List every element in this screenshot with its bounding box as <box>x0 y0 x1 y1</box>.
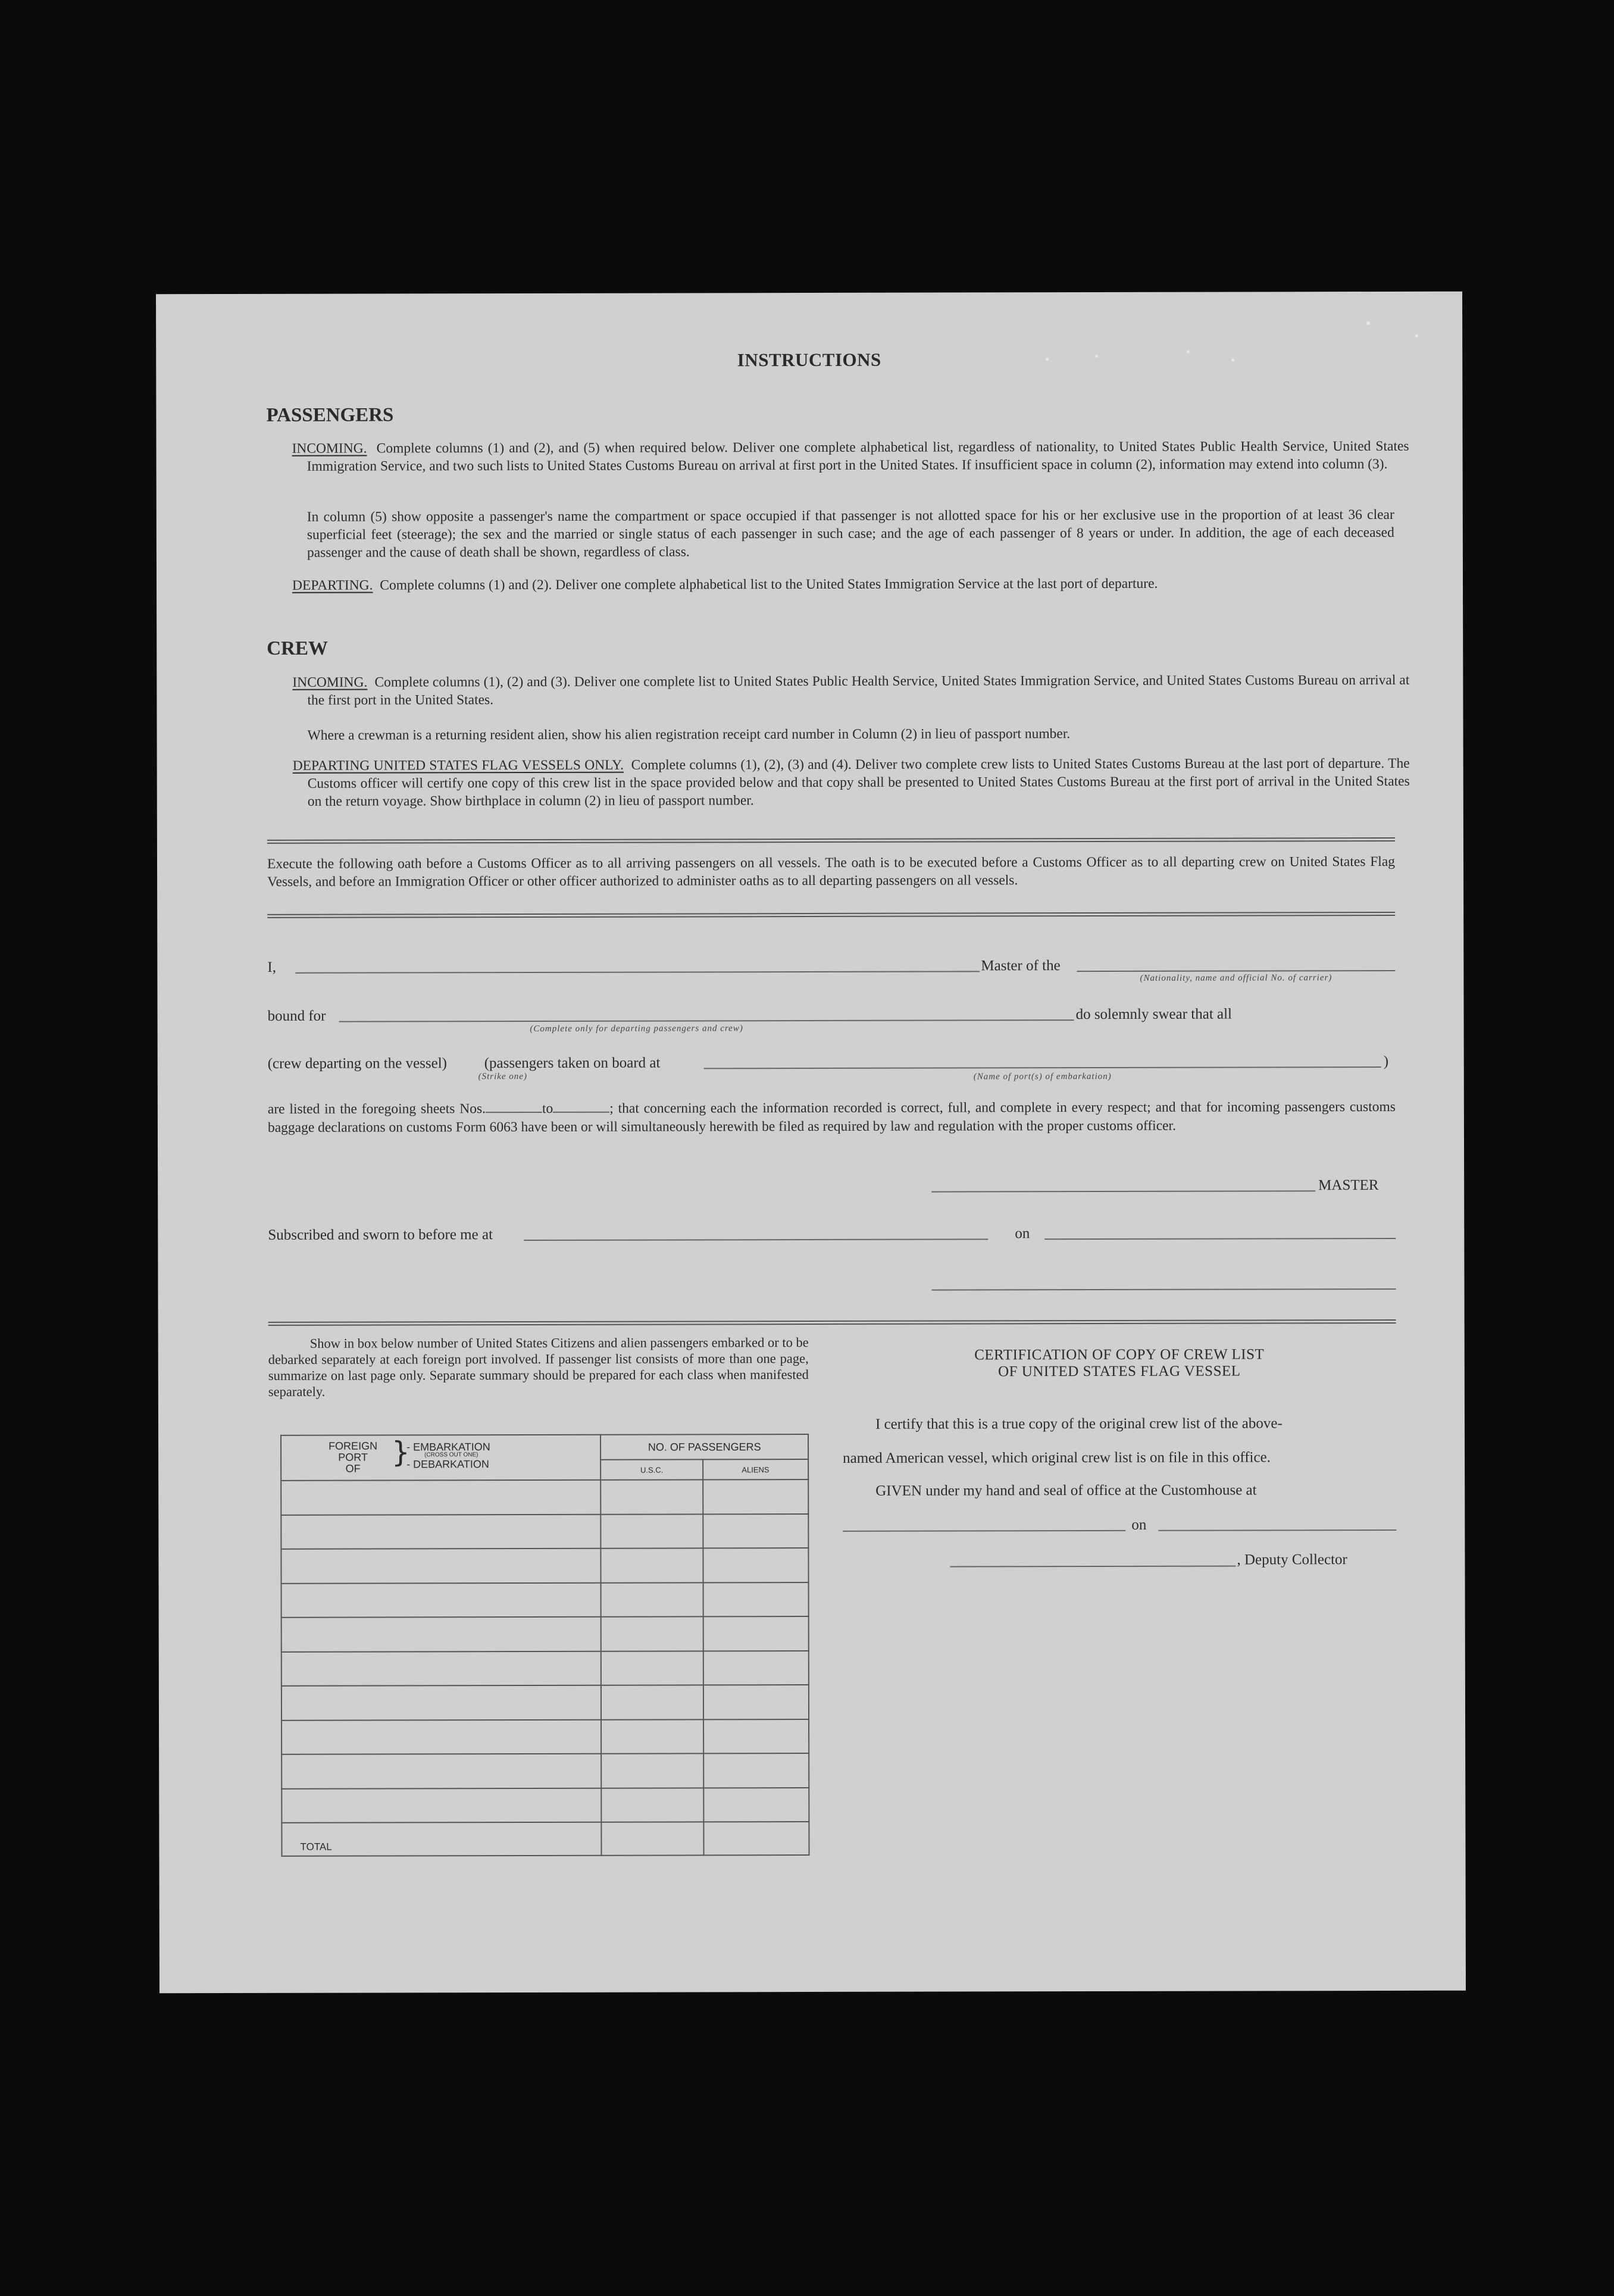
port-cell[interactable] <box>281 1719 601 1754</box>
aliens-header: ALIENS <box>703 1459 808 1479</box>
usc-cell[interactable] <box>601 1719 703 1754</box>
certification-title-line2: OF UNITED STATES FLAG VESSEL <box>998 1363 1241 1380</box>
dust-speck <box>1231 359 1234 362</box>
sworn-date-line[interactable] <box>1044 1238 1396 1240</box>
port-header-cell <box>281 1435 600 1481</box>
brace-glyph: } <box>392 1435 410 1469</box>
aliens-cell[interactable] <box>703 1616 808 1651</box>
crew-departing-text: Complete columns (1), (2), (3) and (4). Deliver two complete crew lists to United States Customs Bureau at the last port of departure. The Customs officer will certify one copy of this crew list in the space provided below and that copy shall be presented to United States Customs Bureau at the first port of arrival in the United States on the return voyage. Show birthplace in column (2) in lieu of passport number. <box>307 755 1410 809</box>
sworn-place-line[interactable] <box>524 1238 988 1241</box>
embarkation-label: - EMBARKATION <box>406 1441 490 1453</box>
aliens-cell[interactable] <box>703 1582 808 1617</box>
port-cell[interactable] <box>281 1788 601 1823</box>
certification-date-line[interactable] <box>1158 1529 1396 1531</box>
table-row <box>281 1753 809 1788</box>
aliens-cell[interactable] <box>703 1788 809 1822</box>
passengers-incoming-label: INCOMING. <box>292 440 367 456</box>
aliens-cell[interactable] <box>703 1479 808 1514</box>
subscribed-label: Subscribed and sworn to before me at <box>268 1227 493 1243</box>
passengers-departing-label: DEPARTING. <box>292 577 373 593</box>
total-usc-cell[interactable] <box>602 1822 703 1855</box>
passengers-column5-paragraph: In column (5) show opposite a passenger's name the compartment or space occupied if that passenger is not allotted space for his or her exclusive use in the proportion of at least 36 clear superficial feet (steerage); the sex and the married or single status of each passenger in such case; and the age of each passenger of 8 years or under. In addition, the age of each deceased passenger and the cause of death shall be shown, regardless of class. <box>306 506 1394 561</box>
port-cell[interactable] <box>281 1549 600 1584</box>
ports-caption: (Name of port(s) of embarkation) <box>973 1071 1112 1082</box>
usc-cell[interactable] <box>602 1788 703 1822</box>
usc-header: U.S.C. <box>600 1459 702 1479</box>
document-sheet <box>156 292 1466 1994</box>
table-row <box>281 1788 809 1823</box>
master-signature-label: MASTER <box>1318 1177 1379 1194</box>
usc-cell[interactable] <box>601 1651 703 1685</box>
table-row <box>281 1582 809 1618</box>
crew-incoming-text: Complete columns (1), (2) and (3). Deliver one complete list to United States Public Health Service, United States Immigration Service, and United States Customs Bureau on arrival at the first port in the United States. <box>307 672 1410 708</box>
port-cell[interactable] <box>281 1514 600 1549</box>
port-cell[interactable] <box>281 1685 601 1721</box>
dust-speck <box>1187 351 1190 354</box>
sworn-on-label: on <box>1015 1225 1030 1242</box>
passenger-summary-table <box>280 1434 809 1857</box>
certification-line1: I certify that this is a true copy of the original crew list of the above- <box>875 1415 1283 1432</box>
divider <box>267 837 1395 844</box>
customhouse-line[interactable] <box>843 1530 1125 1532</box>
aliens-cell[interactable] <box>703 1651 808 1685</box>
listed-text-a: are listed in the foregoing sheets Nos. <box>267 1101 486 1117</box>
aliens-cell[interactable] <box>703 1719 809 1754</box>
master-name-line[interactable] <box>295 971 980 973</box>
aliens-cell[interactable] <box>703 1753 809 1788</box>
usc-cell[interactable] <box>601 1685 703 1719</box>
carrier-line[interactable] <box>1077 970 1395 972</box>
table-row <box>281 1514 808 1549</box>
close-paren: ) <box>1383 1053 1389 1069</box>
usc-cell[interactable] <box>601 1753 703 1788</box>
port-cell[interactable] <box>281 1480 600 1515</box>
page-title: INSTRUCTIONS <box>737 349 881 371</box>
passengers-incoming-text: Complete columns (1) and (2), and (5) when required below. Deliver one complete alphabetical list, regardless of nationality, to United States Public Health Service, United States Immigration Service, and two such lists to United States Customs Bureau on arrival at first port in the United States. If insufficient space in column (2), information may extend into column (3). <box>306 438 1409 474</box>
port-cell[interactable] <box>281 1617 601 1652</box>
bound-for-caption: (Complete only for departing passengers and crew) <box>530 1024 743 1034</box>
aliens-cell[interactable] <box>703 1514 808 1549</box>
passengers-departing-text: Complete columns (1) and (2). Deliver one complete alphabetical list to the United States Immigration Service at the last port of departure. <box>380 575 1158 593</box>
table-row <box>281 1651 809 1686</box>
certification-line3: GIVEN under my hand and seal of office at the Customhouse at <box>875 1482 1257 1499</box>
dust-speck <box>1095 355 1098 358</box>
certification-on: on <box>1131 1516 1147 1533</box>
debarkation-label: - DEBARKATION <box>406 1458 489 1471</box>
crew-departing-label: DEPARTING UNITED STATES FLAG VESSELS ONLY. <box>292 757 624 774</box>
table-row <box>281 1685 809 1720</box>
listed-to: to <box>542 1100 553 1116</box>
crew-departing-paragraph <box>293 755 1410 811</box>
usc-cell[interactable] <box>601 1514 703 1549</box>
port-cell[interactable] <box>281 1754 601 1789</box>
usc-cell[interactable] <box>601 1582 703 1617</box>
usc-cell[interactable] <box>600 1479 702 1514</box>
officer-signature-line[interactable] <box>932 1288 1396 1291</box>
table-row <box>281 1548 808 1583</box>
cross-out-one-label: (CROSS OUT ONE) <box>424 1452 478 1459</box>
summary-rows <box>281 1479 809 1823</box>
swear-text: do solemnly swear that all <box>1075 1006 1233 1023</box>
dust-speck <box>1366 321 1370 325</box>
table-row <box>281 1616 809 1651</box>
master-signature-line[interactable] <box>931 1190 1315 1192</box>
summary-intro: Show in box below number of United States Citizens and alien passengers embarked or to be debarked separately at each foreign port involved. If passenger list consists of more than one page, summarize on last page only. Separate summary should be prepared for each class when manifested separately. <box>268 1335 809 1399</box>
passengers-heading: PASSENGERS <box>266 404 394 426</box>
deputy-signature-line[interactable] <box>950 1566 1235 1568</box>
passengers-incoming-paragraph <box>292 437 1409 476</box>
oath-instructions: Execute the following oath before a Customs Officer as to all arriving passengers on all vessels. The oath is to be executed before a Customs Officer as to all departing crew on United States Flag Vessels, and before an Immigration Officer or other officer authorized to administer oaths as to all departing passengers on all vessels. <box>267 853 1396 890</box>
dust-speck <box>1415 334 1418 337</box>
master-of-label: Master of the <box>981 958 1061 974</box>
crew-resident-paragraph: Where a crewman is a returning resident alien, show his alien registration receipt card number in Column (2) in lieu of passport number. <box>307 726 1071 743</box>
aliens-cell[interactable] <box>703 1548 808 1582</box>
no-of-passengers-header: NO. OF PASSENGERS <box>600 1434 808 1460</box>
table-row <box>281 1479 808 1515</box>
bound-for-line[interactable] <box>339 1019 1074 1022</box>
crew-incoming-paragraph <box>292 671 1409 709</box>
sheet-to-line[interactable] <box>553 1112 609 1113</box>
listed-paragraph <box>268 1098 1396 1137</box>
aliens-cell[interactable] <box>703 1685 809 1719</box>
carrier-caption: (Nationality, name and official No. of carrier) <box>1140 973 1333 983</box>
passengers-departing-paragraph <box>292 574 1409 595</box>
total-aliens-cell[interactable] <box>703 1822 809 1855</box>
crew-heading: CREW <box>267 637 328 659</box>
certification-title-line1: CERTIFICATION OF COPY OF CREW LIST <box>974 1346 1265 1363</box>
divider <box>267 912 1395 918</box>
usc-cell[interactable] <box>601 1548 703 1582</box>
total-label: TOTAL <box>281 1822 601 1856</box>
certification-title <box>843 1346 1396 1381</box>
embarkation-ports-line[interactable] <box>704 1066 1381 1069</box>
port-cell[interactable] <box>281 1582 601 1618</box>
crew-incoming-label: INCOMING. <box>292 674 368 690</box>
listed-text-b: ; that concerning each the information recorded is correct, full, and complete in every respect; and that for incoming passengers customs baggage declarations on customs Form 6063 have been or will simultaneously herewith be filed as required by law and regulation with the proper customs officer. <box>267 1099 1396 1136</box>
divider <box>268 1319 1396 1326</box>
sheet-from-line[interactable] <box>486 1112 542 1113</box>
crew-departing-option: (crew departing on the vessel) <box>267 1055 448 1072</box>
strike-one-caption: (Strike one) <box>478 1071 527 1082</box>
certification-line2: named American vessel, which original crew list is on file in this office. <box>843 1449 1271 1466</box>
passengers-taken-option: (passengers taken on board at <box>484 1055 661 1072</box>
dust-speck <box>1046 358 1049 361</box>
foreign-port-of: FOREIGN PORT OF <box>329 1440 378 1475</box>
usc-cell[interactable] <box>601 1616 703 1651</box>
port-cell[interactable] <box>281 1651 601 1686</box>
deputy-collector-label: , Deputy Collector <box>1237 1551 1347 1568</box>
oath-i-label: I, <box>267 959 276 975</box>
bound-for-label: bound for <box>267 1008 326 1024</box>
table-row <box>281 1719 809 1754</box>
